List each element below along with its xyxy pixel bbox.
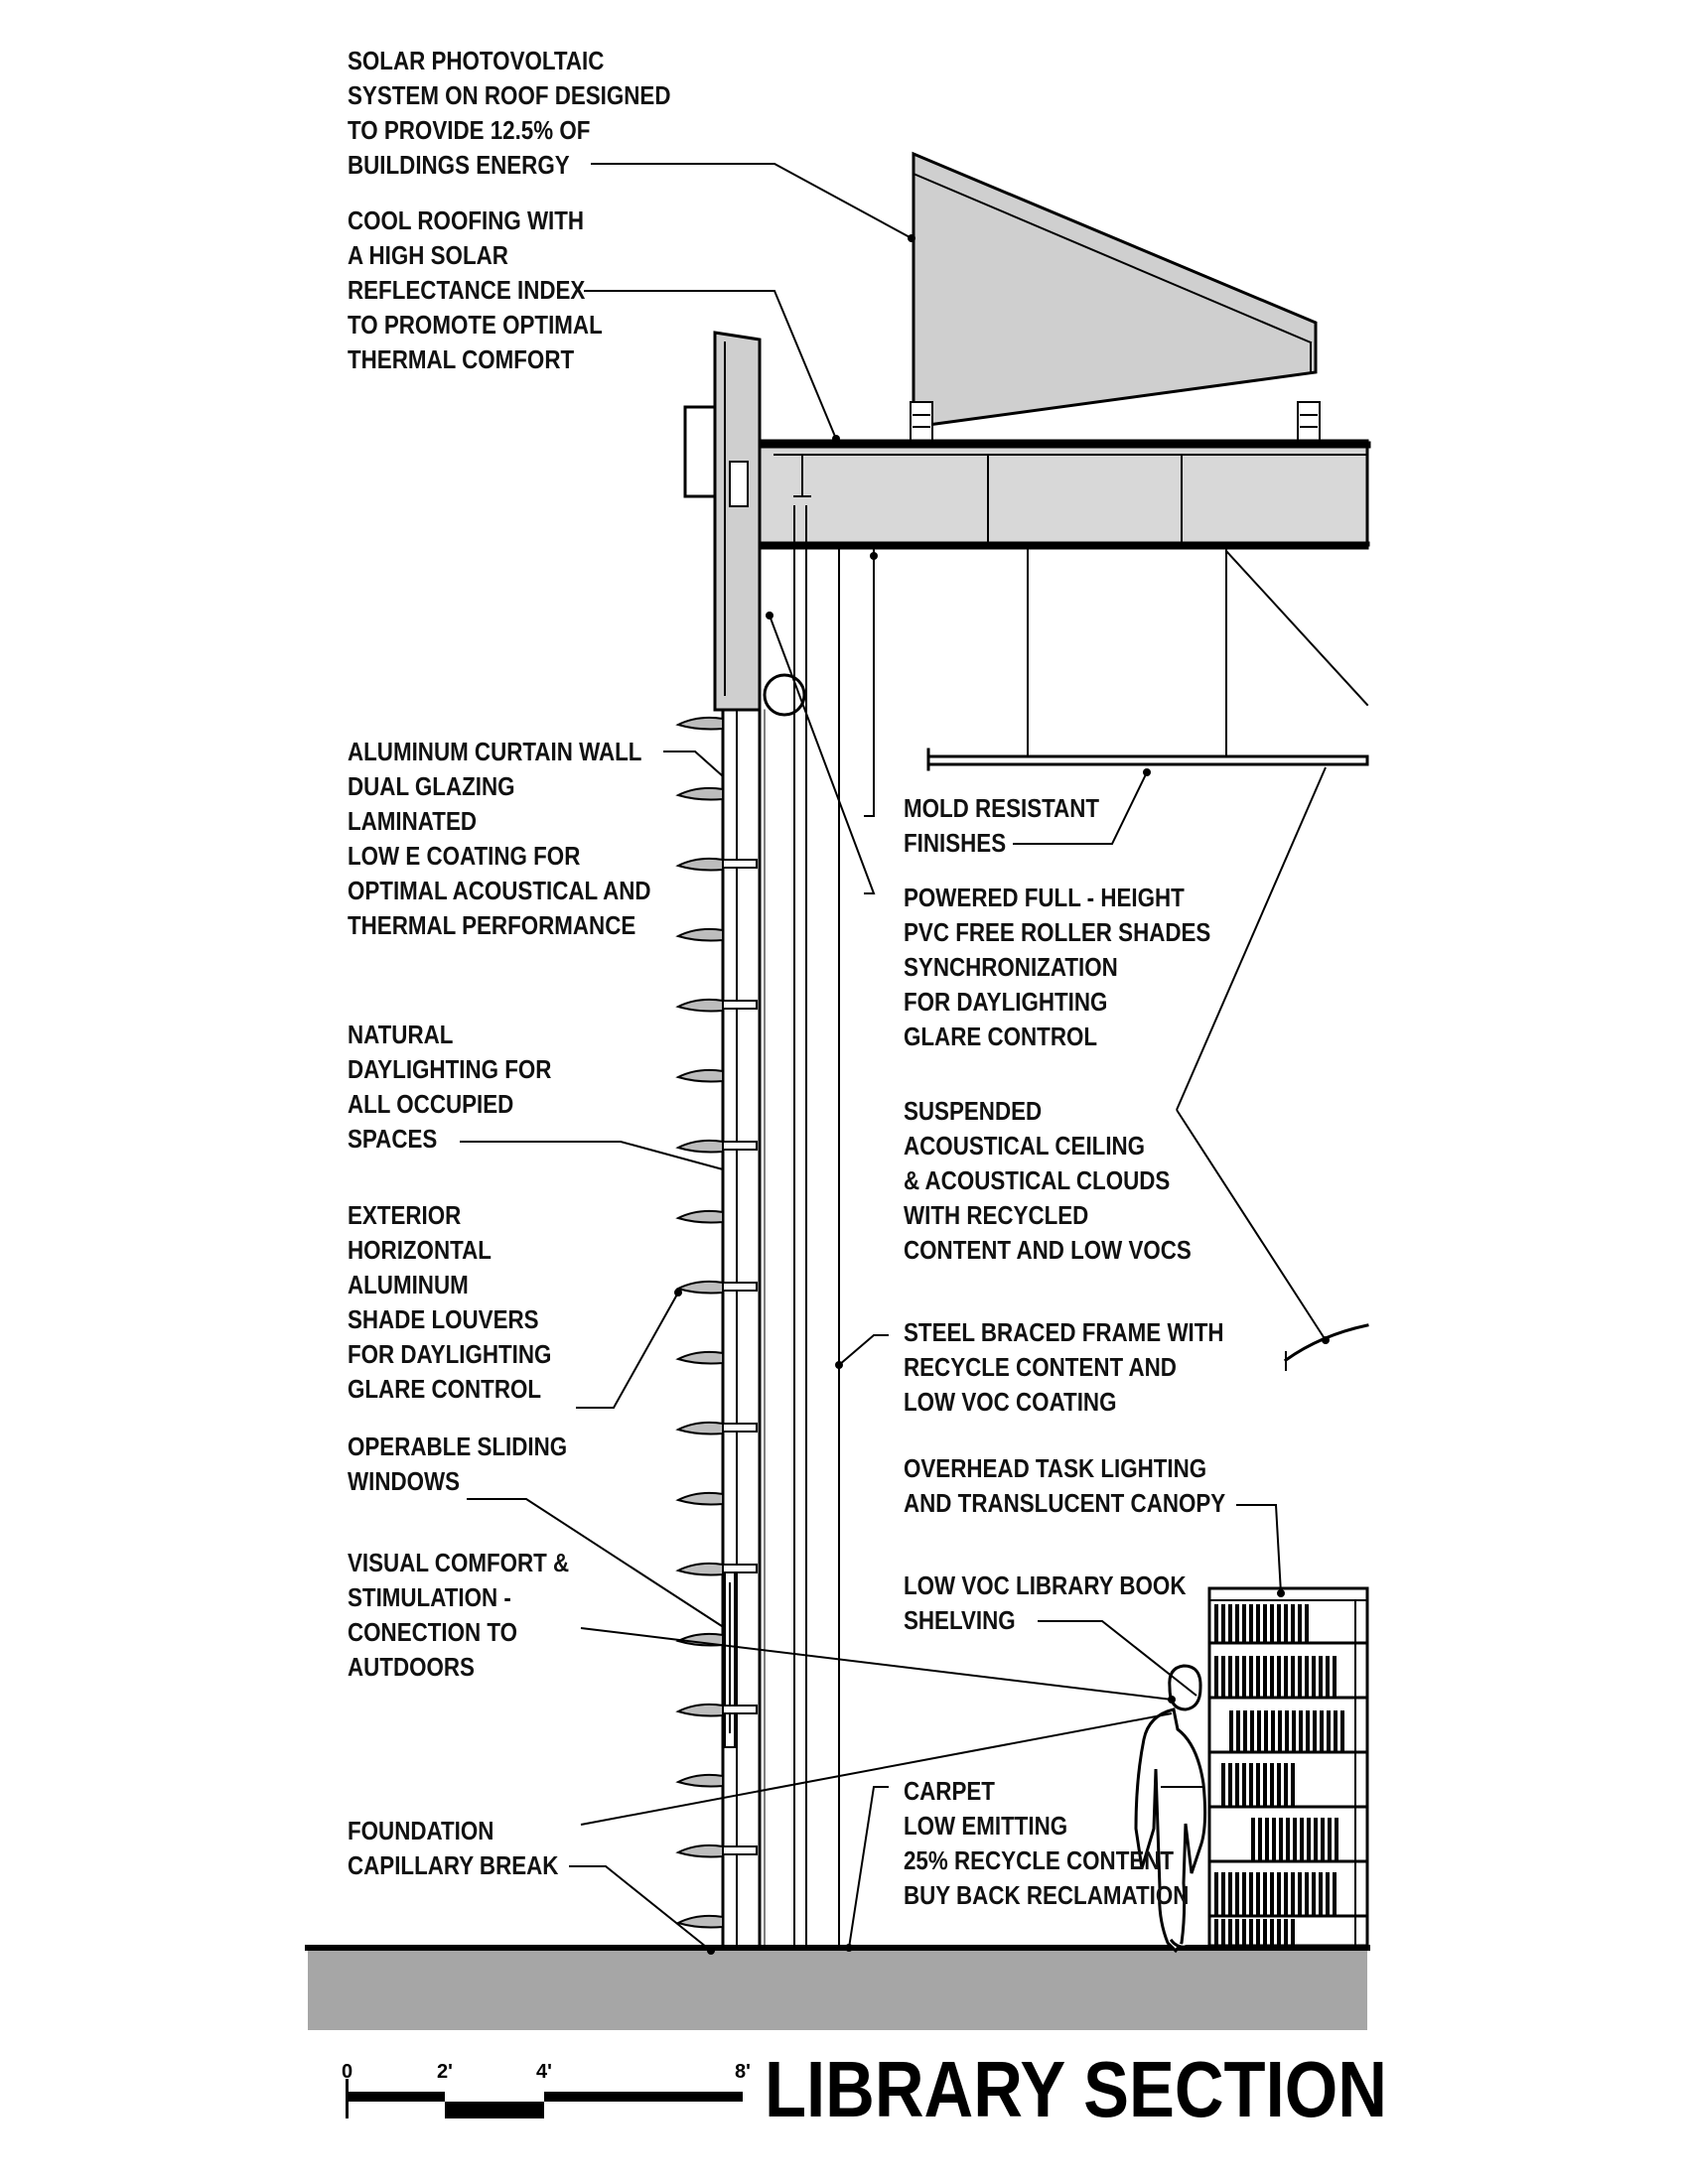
shade-louvers (678, 718, 723, 1928)
scale-bar (346, 2079, 743, 2118)
note-foundation: FOUNDATION CAPILLARY BREAK (348, 1816, 559, 1880)
note-curtain-wall: ALUMINUM CURTAIN WALL DUAL GLAZING LAMINATED LOW E COATING FOR OPTIMAL ACOUSTICAL AND THERMAL PERFORMANCE (348, 737, 651, 940)
note-roller-shades: POWERED FULL - HEIGHT PVC FREE ROLLER SHADES SYNCHRONIZATION FOR DAYLIGHTING GLARE CONTROL (904, 883, 1211, 1051)
note-book-shelving: LOW VOC LIBRARY BOOK SHELVING (904, 1570, 1187, 1635)
note-shade-louvers: EXTERIOR HORIZONTAL ALUMINUM SHADE LOUVERS FOR DAYLIGHTING GLARE CONTROL (348, 1200, 552, 1404)
note-steel-frame: STEEL BRACED FRAME WITH RECYCLE CONTENT AND LOW VOC COATING (904, 1317, 1224, 1417)
note-solar-pv: SOLAR PHOTOVOLTAIC SYSTEM ON ROOF DESIGNED TO PROVIDE 12.5% OF BUILDINGS ENERGY (348, 46, 671, 180)
note-carpet: CARPET LOW EMITTING 25% RECYCLE CONTENT BUY BACK RECLAMATION (904, 1776, 1190, 1910)
acoustical-ceiling (928, 756, 1367, 764)
note-cool-roofing: COOL ROOFING WITH A HIGH SOLAR REFLECTANCE INDEX TO PROMOTE OPTIMAL THERMAL COMFORT (348, 205, 603, 374)
roof-deck (760, 441, 1367, 548)
ground-slab (308, 1948, 1367, 2030)
bookshelf (1209, 1588, 1367, 1946)
scale-label-4: 4' (536, 2061, 552, 2083)
note-suspended-ceiling: SUSPENDED ACOUSTICAL CEILING & ACOUSTICAL CLOUDS WITH RECYCLED CONTENT AND LOW VOCS (904, 1096, 1192, 1265)
note-overhead-lighting: OVERHEAD TASK LIGHTING AND TRANSLUCENT CANOPY (904, 1453, 1226, 1518)
scale-label-0: 0 (342, 2061, 353, 2083)
pv-panel (914, 154, 1316, 427)
note-mold-resistant: MOLD RESISTANT FINISHES (904, 793, 1100, 858)
scale-label-2: 2' (437, 2061, 453, 2083)
note-natural-daylighting: NATURAL DAYLIGHTING FOR ALL OCCUPIED SPACES (348, 1020, 552, 1154)
scale-label-8: 8' (735, 2061, 751, 2083)
parapet (715, 333, 760, 710)
note-visual-comfort: VISUAL COMFORT & STIMULATION - CONECTION TO AUTDOORS (348, 1548, 570, 1682)
drawing-title: LIBRARY SECTION (765, 2045, 1387, 2133)
note-operable-windows: OPERABLE SLIDING WINDOWS (348, 1432, 568, 1496)
